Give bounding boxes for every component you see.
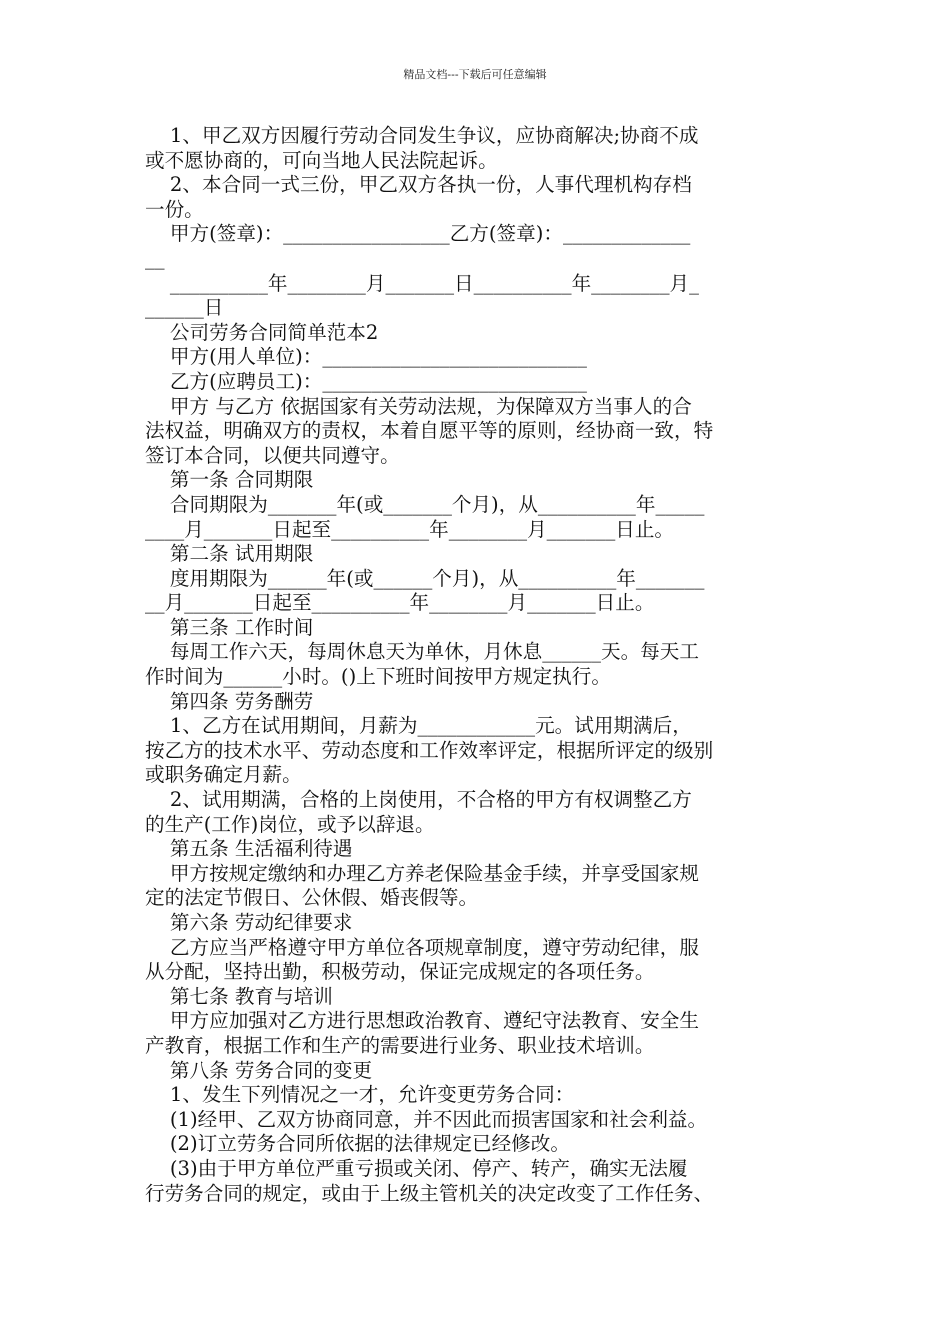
text-line: 乙方(应聘员工)：___________________________ [145, 369, 587, 393]
text-line: 定的法定节假日、公休假、婚丧假等。 [145, 886, 479, 910]
text-line: 甲方 与乙方 依据国家有关劳动法规，为保障双方当事人的合 [145, 394, 692, 418]
text-line: (2)订立劳务合同所依据的法律规定已经修改。 [145, 1132, 570, 1156]
text-line: (1)经甲、乙双方协商同意，并不因此而损害国家和社会利益。 [145, 1107, 708, 1131]
text-line: __ [145, 246, 165, 270]
text-line: 甲方按规定缴纳和办理乙方养老保险基金手续，并享受国家规 [145, 861, 699, 885]
text-line: 第六条 劳动纪律要求 [145, 911, 353, 934]
text-line: 第五条 生活福利待遇 [145, 837, 353, 861]
text-line: 合同期限为_______年(或_______个月)，从__________年_____ [145, 492, 705, 516]
text-line: 甲方(签章)：_________________乙方(签章)：_____________ [145, 222, 691, 246]
text-line: 或职务确定月薪。 [145, 763, 302, 787]
text-line: 第三条 工作时间 [145, 615, 314, 639]
text-line: 一份。 [145, 197, 204, 221]
document-body [145, 124, 815, 1206]
text-line: __________年________月_______日__________年________月_ [145, 271, 699, 295]
text-line: 第八条 劳务合同的变更 [145, 1058, 373, 1082]
text-line: 第七条 教育与培训 [145, 984, 333, 1008]
page-header: 精品文档---下载后可任意编辑 [403, 68, 547, 81]
text-line: 2、试用期满，合格的上岗使用，不合格的甲方有权调整乙方 [145, 788, 692, 812]
text-line: 或不愿协商的，可向当地人民法院起诉。 [145, 148, 498, 172]
text-line: 1、甲乙双方因履行劳动合同发生争议，应协商解决;协商不成 [145, 124, 699, 147]
text-line: 从分配，坚持出勤，积极劳动，保证完成规定的各项任务。 [145, 960, 655, 984]
text-line: ____月_______日起至__________年________月_______日止。 [145, 517, 675, 541]
text-line: 甲方(用人单位)：___________________________ [145, 345, 587, 369]
text-line: (3)由于甲方单位严重亏损或关闭、停产、转产，确实无法履 [145, 1156, 688, 1180]
text-line: 作时间为______小时。()上下班时间按甲方规定执行。 [145, 665, 611, 689]
text-line: 法权益，明确双方的责权，本着自愿平等的原则，经协商一致，特 [145, 419, 714, 443]
text-line: 公司劳务合同简单范本2 [145, 320, 379, 344]
text-line: 甲方应加强对乙方进行思想政治教育、遵纪守法教育、安全生 [145, 1009, 699, 1033]
text-line: 1、发生下列情况之一才，允许变更劳务合同： [145, 1083, 575, 1107]
text-line: ______日 [145, 296, 224, 320]
text-line: 行劳务合同的规定，或由于上级主管机关的决定改变了工作任务、 [145, 1181, 714, 1205]
text-line: 的生产(工作)岗位，或予以辞退。 [145, 812, 435, 836]
text-line: 签订本合同，以便共同遵守。 [145, 443, 400, 467]
text-line: 按乙方的技术水平、劳动态度和工作效率评定，根据所评定的级别 [145, 738, 714, 762]
text-line: 度用期限为______年(或______个月)，从__________年_______ [145, 566, 705, 590]
text-line: __月_______日起至__________年________月_______日止。 [145, 591, 655, 615]
text-line: 乙方应当严格遵守甲方单位各项规章制度，遵守劳动纪律，服 [145, 935, 699, 959]
text-line: 1、乙方在试用期间，月薪为____________元。试用期满后， [145, 714, 692, 738]
text-line: 2、本合同一式三份，甲乙双方各执一份，人事代理机构存档 [145, 173, 692, 197]
text-line: 产教育，根据工作和生产的需要进行业务、职业技术培训。 [145, 1033, 655, 1057]
text-line: 第四条 劳务酬劳 [145, 689, 314, 713]
text-line: 第一条 合同期限 [145, 468, 314, 492]
text-line: 每周工作六天，每周休息天为单休，月休息______天。每天工 [145, 640, 699, 664]
text-line: 第二条 试用期限 [145, 542, 314, 566]
